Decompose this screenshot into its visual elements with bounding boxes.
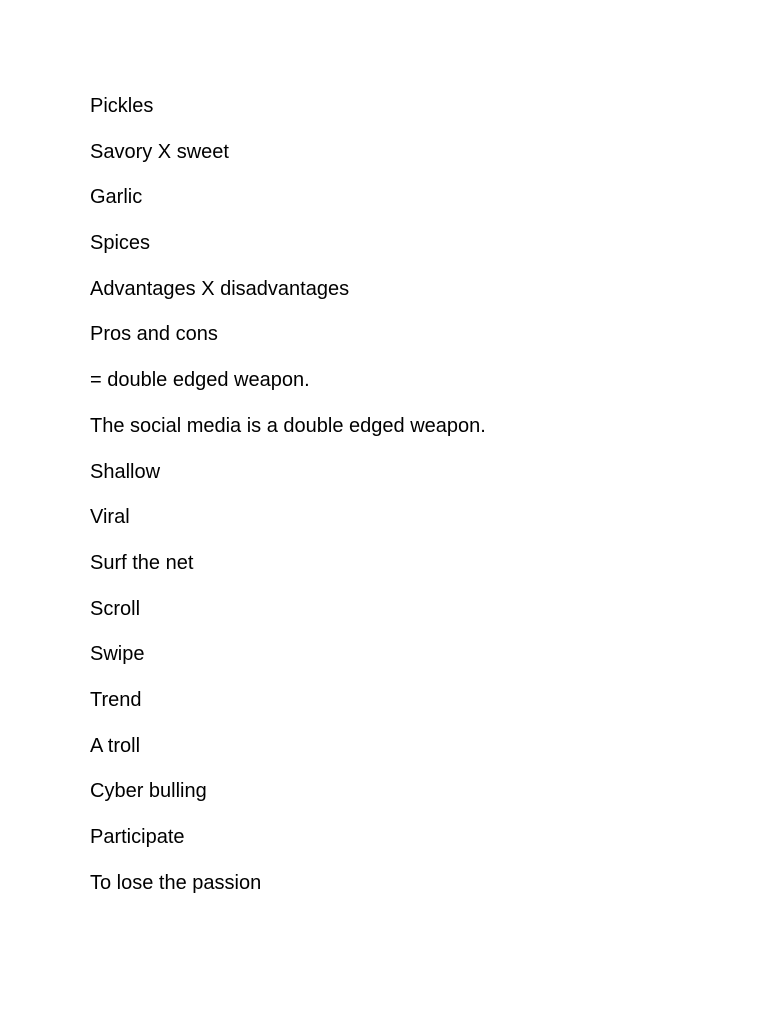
document-line: Advantages X disadvantages (90, 277, 350, 300)
document-line: Pickles (90, 95, 154, 117)
document-line: Swipe (90, 643, 145, 666)
document-line: Trend (90, 688, 142, 711)
document-line: Shallow (90, 460, 161, 483)
document-line: = double edged weapon. (90, 369, 310, 392)
document-line: Participate (90, 826, 185, 848)
document-body (90, 94, 486, 916)
document-line: Scroll (90, 597, 141, 620)
document-line: Viral (90, 506, 130, 529)
document-line: Spices (90, 232, 151, 255)
document-line: Cyber bulling (90, 780, 207, 803)
document-line: Garlic (90, 186, 143, 209)
document-line: A troll (90, 734, 141, 757)
document-line: The social media is a double edged weapon. (90, 414, 486, 437)
document-line: Surf the net (90, 551, 194, 574)
document-line: To lose the passion (90, 871, 262, 894)
document-line: Savory X sweet (90, 140, 229, 163)
document-line: Pros and cons (90, 323, 218, 346)
